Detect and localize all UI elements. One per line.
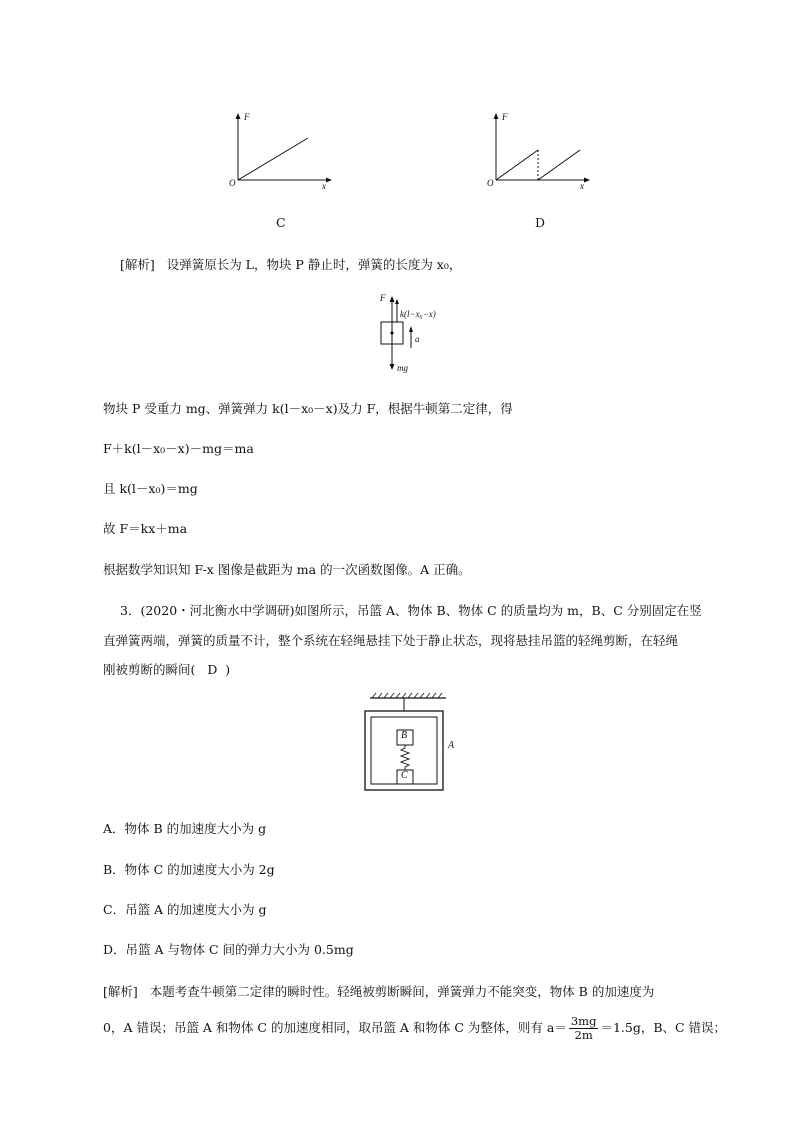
block-c-label: C <box>401 770 408 781</box>
ceiling-hatch <box>372 693 442 698</box>
block-b-label: B <box>401 730 408 741</box>
option-a: A．物体 B 的加速度大小为 g <box>103 821 267 836</box>
analysis1-eq2: 且 k(l－x₀)＝mg <box>103 481 198 496</box>
analysis-tag: [解析] <box>103 984 138 999</box>
graph-d <box>484 110 594 190</box>
force-f-arrow <box>390 296 395 302</box>
graph-c-origin-label: O <box>229 178 236 188</box>
graph-line <box>238 138 308 180</box>
option-c: C．吊篮 A 的加速度大小为 g <box>103 902 267 917</box>
fraction-numerator: 3mg <box>570 1014 597 1028</box>
accel-arrow <box>409 326 413 332</box>
graph-d-y-label: F <box>502 112 508 122</box>
accel-label: a <box>415 334 420 344</box>
question3-line3 <box>103 662 230 678</box>
analysis1-conclusion: 根据数学知识知 F-x 图像是截距为 ma 的一次函数图像。A 正确。 <box>103 562 471 577</box>
spring <box>401 745 409 770</box>
analysis1-eq3: 故 F＝kx＋ma <box>103 521 188 536</box>
graph-line-1 <box>496 150 538 180</box>
analysis2-line2-end: ＝1.5g，B、C 错误； <box>600 1020 727 1035</box>
y-axis-arrow <box>236 113 241 119</box>
analysis1-line1: 物块 P 受重力 mg、弹簧弹力 k(l－x₀－x)及力 F，根据牛顿第二定律，得 <box>103 401 513 416</box>
weight-label: mg <box>397 363 408 373</box>
graph-c-caption: C <box>276 215 286 230</box>
weight-arrow <box>390 364 395 370</box>
question3-line3-end: ) <box>225 662 231 677</box>
analysis-tag: [解析] <box>120 257 155 272</box>
fraction-denominator: 2m <box>574 1028 593 1042</box>
option-d: D．吊篮 A 与物体 C 间的弹力大小为 0.5mg <box>103 942 354 957</box>
basket-figure-svg <box>360 690 460 794</box>
analysis2-line2 <box>103 1012 726 1044</box>
analysis2-line2-start: 0，A 错误；吊篮 A 和物体 C 的加速度相同，取吊篮 A 和物体 C 为整体，则有 a＝ <box>103 1020 567 1035</box>
analysis2-line1-text: 本题考查牛顿第二定律的瞬时性。轻绳被剪断瞬间，弹簧弹力不能突变，物体 B 的加速度为 <box>149 984 655 999</box>
question3-line3-text: 刚被剪断的瞬间( <box>103 662 196 677</box>
fraction <box>569 1015 599 1042</box>
option-b: B．物体 C 的加速度大小为 2g <box>103 862 275 877</box>
graph-line-2 <box>538 150 580 180</box>
graph-d-x-label: x <box>580 181 584 191</box>
question3-line1: 3．(2020・河北衡水中学调研)如图所示，吊篮 A、物体 B、物体 C 的质量均为 m，B、C 分别固定在竖 <box>120 603 702 618</box>
question3-answer: D <box>207 662 218 677</box>
force-f-label: F <box>380 293 386 303</box>
y-axis-arrow <box>494 113 499 119</box>
x-axis-arrow <box>326 178 332 183</box>
spring-force-label: k(l−x₀−x) <box>400 309 436 319</box>
graph-c-y-label: F <box>244 112 250 122</box>
analysis1-intro <box>120 257 461 273</box>
x-axis-arrow <box>584 178 590 183</box>
graph-c <box>226 110 336 190</box>
graph-d-caption: D <box>535 215 546 230</box>
graph-d-svg <box>484 110 594 190</box>
analysis1-eq1: F＋k(l－x₀－x)－mg＝ma <box>103 441 254 456</box>
analysis1-intro-text: 设弹簧原长为 L，物块 P 静止时，弹簧的长度为 x₀， <box>166 257 462 272</box>
basket-figure <box>360 690 460 794</box>
spring-force-arrow <box>395 299 399 304</box>
graph-d-origin-label: O <box>487 178 494 188</box>
graph-c-svg <box>226 110 336 190</box>
force-diagram <box>370 290 460 375</box>
question3-line2: 直弹簧两端，弹簧的质量不计，整个系统在轻绳悬挂下处于静止状态，现将悬挂吊篮的轻绳剪断，在轻绳 <box>103 633 679 648</box>
graph-c-x-label: x <box>322 181 326 191</box>
analysis2-line1 <box>103 984 654 1000</box>
basket-label: A <box>448 740 455 751</box>
